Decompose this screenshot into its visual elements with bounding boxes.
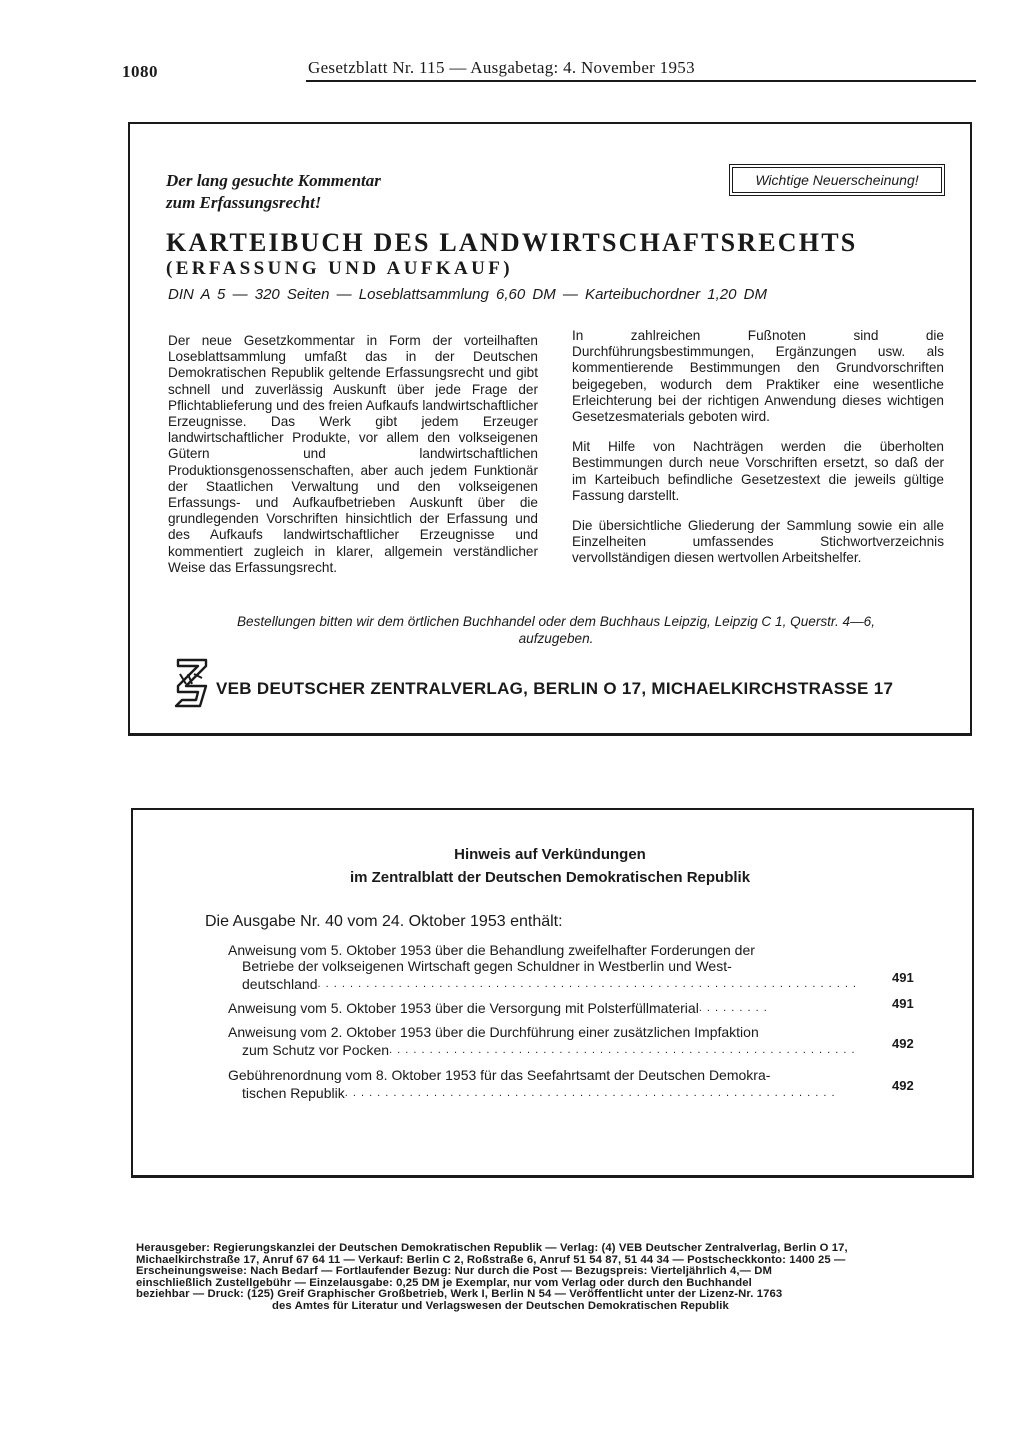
imprint-line: Erscheinungsweise: Nach Bedarf — Fortlaufender Bezug: Nur durch die Post — Bezugspreis: Vierteljährlich 4,— DM: [136, 1265, 773, 1278]
advert-paragraph: Mit Hilfe von Nachträgen werden die überholten Bestimmungen durch neue Vorschriften ersetzt, so daß der im Karteibuch befindliche Gesetzestext die jeweils gültige Fassung darstellt.: [572, 439, 944, 503]
entry-page-number: 492: [892, 1036, 914, 1051]
advert-right-column: [572, 328, 944, 581]
advert-paragraph: In zahlreichen Fußnoten sind die Durchführungsbestimmungen, Ergänzungen usw. als kommentierende Bestimmungen den Grundvorschriften beigegeben, wodurch dem Praktiker eine wesentliche Erleichterung bei der richtigen Anwendung dieses wichtigen Gesetzesmaterials geboten wird.: [572, 328, 944, 425]
dot-leader: [699, 998, 769, 1016]
entry-line: Anweisung vom 5. Oktober 1953 über die Behandlung zweifelhafter Forderungen der: [228, 942, 755, 958]
imprint-line: beziehbar — Druck: (125) Greif Graphischer Großbetrieb, Werk I, Berlin N 54 — Veröffentlicht unter der Lizenz-Nr. 1763: [136, 1288, 783, 1301]
entry-page-number: 491: [892, 970, 914, 985]
dot-leader: [318, 974, 858, 992]
advert-specs: DIN A 5 — 320 Seiten — Loseblattsammlung 6,60 DM — Karteibuchordner 1,20 DM: [168, 286, 767, 303]
page-number: 1080: [122, 62, 158, 81]
imprint-line: des Amtes für Literatur und Verlagswesen der Deutschen Demokratischen Republik: [272, 1299, 729, 1312]
advert-teaser: [166, 170, 381, 214]
entry-page-number: 491: [892, 996, 914, 1011]
publisher-name: VEB DEUTSCHER ZENTRALVERLAG, BERLIN O 17, MICHAELKIRCHSTRASSE 17: [216, 679, 894, 698]
imprint-line: Michaelkirchstraße 17, Anruf 67 64 11 — Verkauf: Berlin C 2, Roßstraße 6, Anruf 51 54 87, 51 44 34 — Postscheckkonto: 1400 25 —: [136, 1253, 846, 1266]
imprint-line: einschließlich Zustellgebühr — Einzelausgabe: 0,25 DM je Exemplar, nur vom Verlag oder durch den Buchhandel: [136, 1276, 752, 1289]
announcement-heading-line1: Hinweis auf Verkündungen: [454, 846, 646, 863]
announcement-heading: [300, 843, 800, 889]
entry-line: Gebührenordnung vom 8. Oktober 1953 für das Seefahrtsamt der Deutschen Demokra-: [228, 1067, 771, 1083]
publisher-logo-icon: [172, 656, 212, 710]
advert-teaser-line1: Der lang gesuchte Kommentar: [166, 171, 381, 190]
announcement-entry: [228, 942, 878, 992]
entry-line: Betriebe der volkseigenen Wirtschaft gegen Schuldner in Westberlin und West-: [242, 958, 732, 974]
issue-title: Gesetzblatt Nr. 115 — Ausgabetag: 4. November 1953: [308, 58, 695, 77]
entry-line: Anweisung vom 2. Oktober 1953 über die Durchführung einer zusätzlichen Impfaktion: [228, 1024, 759, 1040]
header-rule: [306, 80, 976, 82]
announcement-entry: [228, 1067, 878, 1101]
order-note-line2: aufzugeben.: [518, 631, 594, 646]
entry-line: Anweisung vom 5. Oktober 1953 über die Versorgung mit Polsterfüllmaterial: [228, 1000, 699, 1016]
announcement-heading-line2: im Zentralblatt der Deutschen Demokratischen Republik: [349, 869, 751, 886]
advert-teaser-line2: zum Erfassungsrecht!: [166, 193, 322, 212]
entry-line: tischen Republik: [242, 1085, 345, 1101]
entry-line: deutschland: [242, 976, 318, 992]
imprint-line: Herausgeber: Regierungskanzlei der Deutschen Demokratischen Republik — Verlag: (4) VEB Deutscher Zentralverlag, Berlin O 17,: [136, 1242, 848, 1254]
order-note-line1: Bestellungen bitten wir dem örtlichen Buchhandel oder dem Buchhaus Leipzig, Leipzig C 1, Querstr. 4—6,: [236, 614, 875, 629]
dot-leader: [389, 1040, 859, 1058]
advert-paragraph: Die übersichtliche Gliederung der Sammlung sowie ein alle Einzelheiten umfassendes Stichwortverzeichnis vervollständigen diesen wertvollen Arbeitshelfer.: [572, 518, 944, 566]
new-release-badge: Wichtige Neuerscheinung!: [732, 167, 942, 193]
order-note: [168, 613, 944, 647]
advert-left-column: Der neue Gesetzkommentar in Form der vorteilhaften Loseblattsammlung umfaßt das in der Deutschen Demokratischen Republik geltende Erfassungsrecht und gibt schnell und zuverlässig Auskunft über jede Frage der Pflichtablieferung und des freien Aufkaufs landwirtschaftlicher Erzeugnisse. Das Werk gibt jedem Erzeuger landwirtschaftlicher Produkte, vor allem den volkseigenen Gütern und landwirtschaftlichen Produktionsgenossenschaften, aber auch jedem Funktionär der Staatlichen Verwaltung und den volkseigenen Erfassungs- und Aufkaufbetrieben Auskunft über die grundlegenden Vorschriften hinsichtlich der Erfassung und des Aufkaufs landwirtschaftlicher Erzeugnisse und kommentiert zugleich in klarer, allgemein verständlicher Weise das Erfassungsrecht.: [168, 333, 538, 575]
dot-leader: [345, 1083, 840, 1101]
entry-line: zum Schutz vor Pocken: [242, 1042, 390, 1058]
entry-page-number: 492: [892, 1078, 914, 1093]
announcement-entry: [228, 998, 878, 1016]
announcement-entry: [228, 1024, 878, 1058]
announcement-intro: Die Ausgabe Nr. 40 vom 24. Oktober 1953 enthält:: [205, 913, 563, 930]
advert-title: KARTEIBUCH DES LANDWIRTSCHAFTSRECHTS: [166, 228, 858, 257]
imprint: [136, 1243, 984, 1313]
advert-subtitle: (ERFASSUNG UND AUFKAUF): [166, 258, 514, 279]
